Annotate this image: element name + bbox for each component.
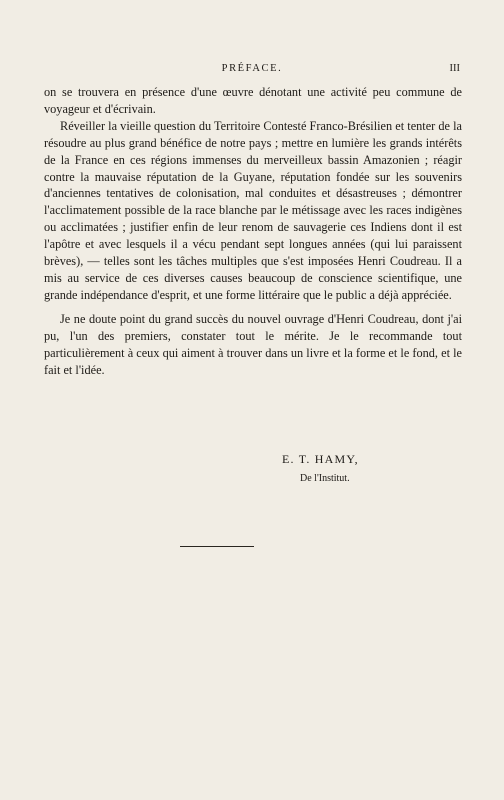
page-header <box>44 63 460 79</box>
signature-affiliation: De l'Institut. <box>300 473 350 484</box>
running-head: PRÉFACE. <box>221 63 283 74</box>
page-number: III <box>449 63 460 74</box>
horizontal-rule <box>180 546 254 547</box>
paragraph: Réveiller la vieille question du Territoire Contesté Franco-Brésilien et tenter de la résoudre au plus grand bénéfice de notre pays ; mettre en lumière les grands intérêts de la France en ces régions immenses du merveilleux bassin Amazonien ; réagir contre la mauvaise réputation de la Guyane, réputation fondée sur les souvenirs d'anciennes tentatives de colonisation, mal conduites et désastreuses ; démontrer l'acclimatement possible de la race blanche par le métissage avec les races indigènes ou acclimatées ; justifier enfin de leur renom de sauvagerie ces Indiens dont il est l'apôtre et avec lesquels il a vécu pendant sept longues années (qui lui paraissent brèves), — telles sont les tâches multiples que s'est imposées Henri Coudreau. Il a mis au service de ces diverses causes beaucoup de conscience scientifique, une grande indépendance d'esprit, et une forme littéraire que le public a déjà appréciée. <box>44 118 462 302</box>
signature-name: E. T. HAMY, <box>282 452 359 466</box>
paragraph: Je ne doute point du grand succès du nouvel ouvrage d'Henri Coudreau, dont j'ai pu, l'un des premiers, constater tout le mérite. Je le recommande tout particulièrement à ceux qui aiment à trouver dans un livre et la forme et le fond, et le fait et l'idée. <box>44 311 462 377</box>
paragraph: on se trouvera en présence d'une œuvre dénotant une activité peu commune de voyageur et d'écrivain. <box>44 85 462 116</box>
body-text <box>44 84 462 378</box>
